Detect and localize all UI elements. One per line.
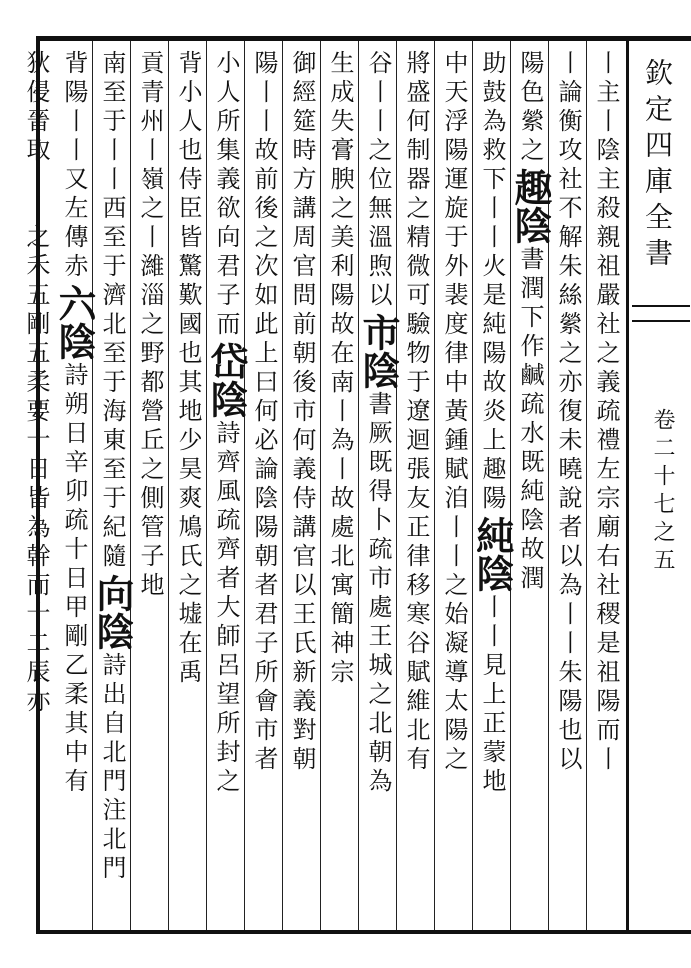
column-text: 下丨丨火是純陽故炎上趣陽 bbox=[478, 166, 506, 514]
column-text: 丨主丨陰主殺親祖嚴社之義疏禮左宗廟右社稷是祖陽而丨 bbox=[592, 50, 620, 775]
column-text: 書厥既得卜疏市處王城之北朝為 bbox=[364, 391, 392, 797]
column-text: 小人所集義欲向君子而 bbox=[212, 50, 240, 340]
column-text: 御經筵時方講周官問前朝後市何義侍講官以王氏新義對朝 bbox=[288, 50, 316, 775]
text-column-8 bbox=[320, 50, 360, 922]
column-text: 丨論衡攻社不解朱絲縈之亦復未曉說者以為丨丨朱陽也以 bbox=[554, 50, 582, 775]
fishtail-mark-bottom bbox=[632, 320, 690, 322]
column-text: 陽色縈之 bbox=[516, 50, 544, 166]
text-column-12 bbox=[168, 50, 208, 922]
headword: 市陰 bbox=[356, 313, 401, 389]
headword: 純陰 bbox=[470, 516, 515, 592]
column-text: 國也其地少昊爽鳩氏之墟在禹 bbox=[174, 311, 202, 688]
column-text: 南至于丨丨西至于濟北至于海東至于紀隨 bbox=[98, 50, 126, 572]
margin-book-title: 欽定四庫全書 bbox=[641, 58, 674, 274]
headword: 趣陰 bbox=[508, 168, 553, 244]
text-column-3 bbox=[508, 50, 553, 922]
column-text: 狄侵晉取丨丨之禾 bbox=[22, 50, 50, 282]
column-text: 中天浮陽運旋于外裴度律中黃鍾賦洎丨丨之始凝導太陽之 bbox=[440, 50, 468, 775]
column-text: 陽故在南丨為丨故處北寓簡神宗 bbox=[326, 282, 354, 688]
column-text: 背小人也侍臣皆驚歎 bbox=[174, 50, 202, 311]
margin-divider bbox=[626, 41, 629, 930]
column-text: 書潤下作鹹疏水既純陰故潤 bbox=[516, 246, 544, 594]
text-column-2 bbox=[548, 50, 588, 922]
column-text: 丨丨見上正蒙地 bbox=[478, 594, 506, 797]
text-column-5 bbox=[434, 50, 474, 922]
column-text: 詩出自北門注北門 bbox=[98, 652, 126, 884]
text-column-1 bbox=[586, 50, 626, 922]
column-text: 詩朔日辛卯疏十日甲剛乙柔其中有 bbox=[60, 362, 88, 797]
text-column-6 bbox=[396, 50, 436, 922]
column-text: 將盛何制器之精微可驗物于遼迴張友正律移寒谷賦維北有 bbox=[402, 50, 430, 775]
column-text: 五剛五柔要十日皆為幹而十二辰亦 bbox=[22, 282, 50, 717]
headword: 六陰 bbox=[52, 284, 97, 360]
column-text: 貢青州丨嶺之丨濰淄之野都營丘之側管子地 bbox=[136, 50, 164, 601]
text-column-16 bbox=[16, 50, 56, 922]
text-column-14 bbox=[90, 50, 135, 922]
frame-top-border bbox=[36, 36, 691, 41]
fishtail-mark-top bbox=[632, 305, 690, 307]
frame-bottom-border bbox=[36, 930, 691, 934]
text-column-15 bbox=[52, 50, 97, 922]
text-column-7 bbox=[356, 50, 401, 922]
column-text: 詩齊風疏齊者大師呂望所封之 bbox=[212, 420, 240, 797]
text-column-9 bbox=[282, 50, 322, 922]
text-column-11 bbox=[204, 50, 249, 922]
margin-volume-label: 卷二十七之五 bbox=[650, 408, 675, 576]
column-text: 谷丨丨之位無溫煦以 bbox=[364, 50, 392, 311]
column-text: 生成失膏腴之美利 bbox=[326, 50, 354, 282]
text-column-10 bbox=[244, 50, 284, 922]
column-text: 助鼓為救 bbox=[478, 50, 506, 166]
column-text: 背陽丨丨又左傳赤 bbox=[60, 50, 88, 282]
column-text: 陽丨丨故前後之次如此上曰何必論陰陽朝者君子所會市者 bbox=[250, 50, 278, 775]
headword: 向陰 bbox=[90, 574, 135, 650]
headword: 岱陰 bbox=[204, 342, 249, 418]
text-column-13 bbox=[130, 50, 170, 922]
text-column-4 bbox=[470, 50, 515, 922]
